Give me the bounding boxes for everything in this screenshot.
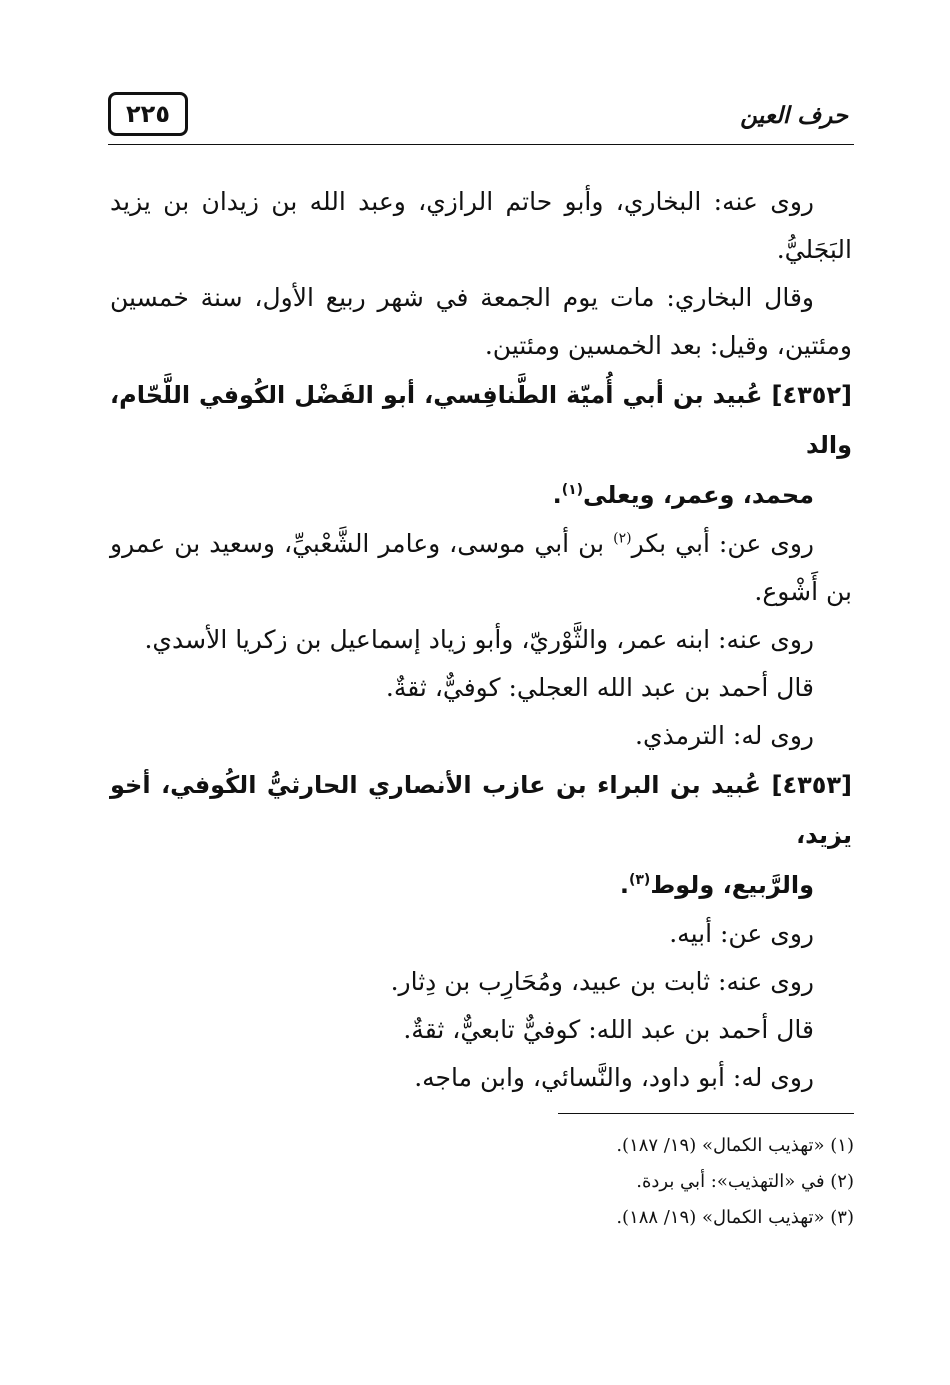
footnote-2: (٢) في «التهذيب»: أبي بردة. [636, 1171, 854, 1192]
header-rule [108, 144, 854, 145]
entry-heading-4352-line1: [٤٣٥٢] عُبيد بن أبي أُميّة الطَّنافِسي، أبو الفَضْل الكُوفي اللَّحّام، والد [110, 381, 852, 459]
paragraph-grading: قال أحمد بن عبد الله العجلي: كوفيٌّ، ثقةٌ. [385, 673, 814, 702]
entry-heading-4352 [110, 370, 852, 520]
paragraph-narrated-from-2: روى عن: أبيه. [669, 919, 814, 948]
paragraph-narrated-from: روى عن: أبي بكر$^{(٢)}$ بن أبي موسى، وعامر الشَّعْبيِّ، وسعيد بن عمرو بن أَشْوع. [110, 529, 852, 606]
footnote-ref-1[interactable]: (١) [561, 482, 584, 498]
entry-heading-4353-line1: [٤٣٥٣] عُبيد بن البراء بن عازب الأنصاري الحارثيُّ الكُوفي، أخو يزيد، [110, 771, 852, 849]
footnote-1: (١) «تهذيب الكمال» (١٩/ ١٨٧). [616, 1135, 854, 1156]
page-number: ٢٢٥ [108, 92, 188, 136]
main-text [110, 178, 852, 1102]
entry-heading-4352-line2: محمد، وعمر، ويعلى$^{(١)}$. [552, 481, 814, 509]
footnote-ref-3[interactable]: (٣) [628, 872, 651, 888]
running-title: حرف العين [740, 102, 848, 129]
paragraph-narrated-by-2: روى عنه: ثابت بن عبيد، ومُحَارِب بن دِثار. [390, 967, 814, 996]
paragraph-grading-2: قال أحمد بن عبد الله: كوفيٌّ تابعيٌّ، ثقةٌ. [403, 1015, 814, 1044]
paragraph-narrated-for: روى له: الترمذي. [635, 721, 814, 750]
footnote-rule [558, 1113, 854, 1114]
footnotes [354, 1128, 854, 1236]
paragraph-narrated-by: روى عنه: ابنه عمر، والثَّوْريّ، وأبو زياد إسماعيل بن زكريا الأسدي. [144, 625, 814, 654]
footnote-ref-2[interactable]: (٢) [613, 530, 632, 547]
entry-heading-4353-line2: والرَّبيع، ولوط$^{(٣)}$. [619, 871, 814, 899]
page-header [108, 92, 854, 148]
entry-heading-4353 [110, 760, 852, 910]
footnote-3: (٣) «تهذيب الكمال» (١٩/ ١٨٨). [616, 1207, 854, 1228]
paragraph-narrators-from: روى عنه: البخاري، وأبو حاتم الرازي، وعبد الله بن زيدان بن يزيد البَجَليُّ. [110, 187, 852, 264]
paragraph-narrated-for-2: روى له: أبو داود، والنَّسائي، وابن ماجه. [414, 1063, 814, 1092]
paragraph-death-date: وقال البخاري: مات يوم الجمعة في شهر ربيع الأول، سنة خمسين ومئتين، وقيل: بعد الخمسين ومئتين. [110, 283, 852, 360]
